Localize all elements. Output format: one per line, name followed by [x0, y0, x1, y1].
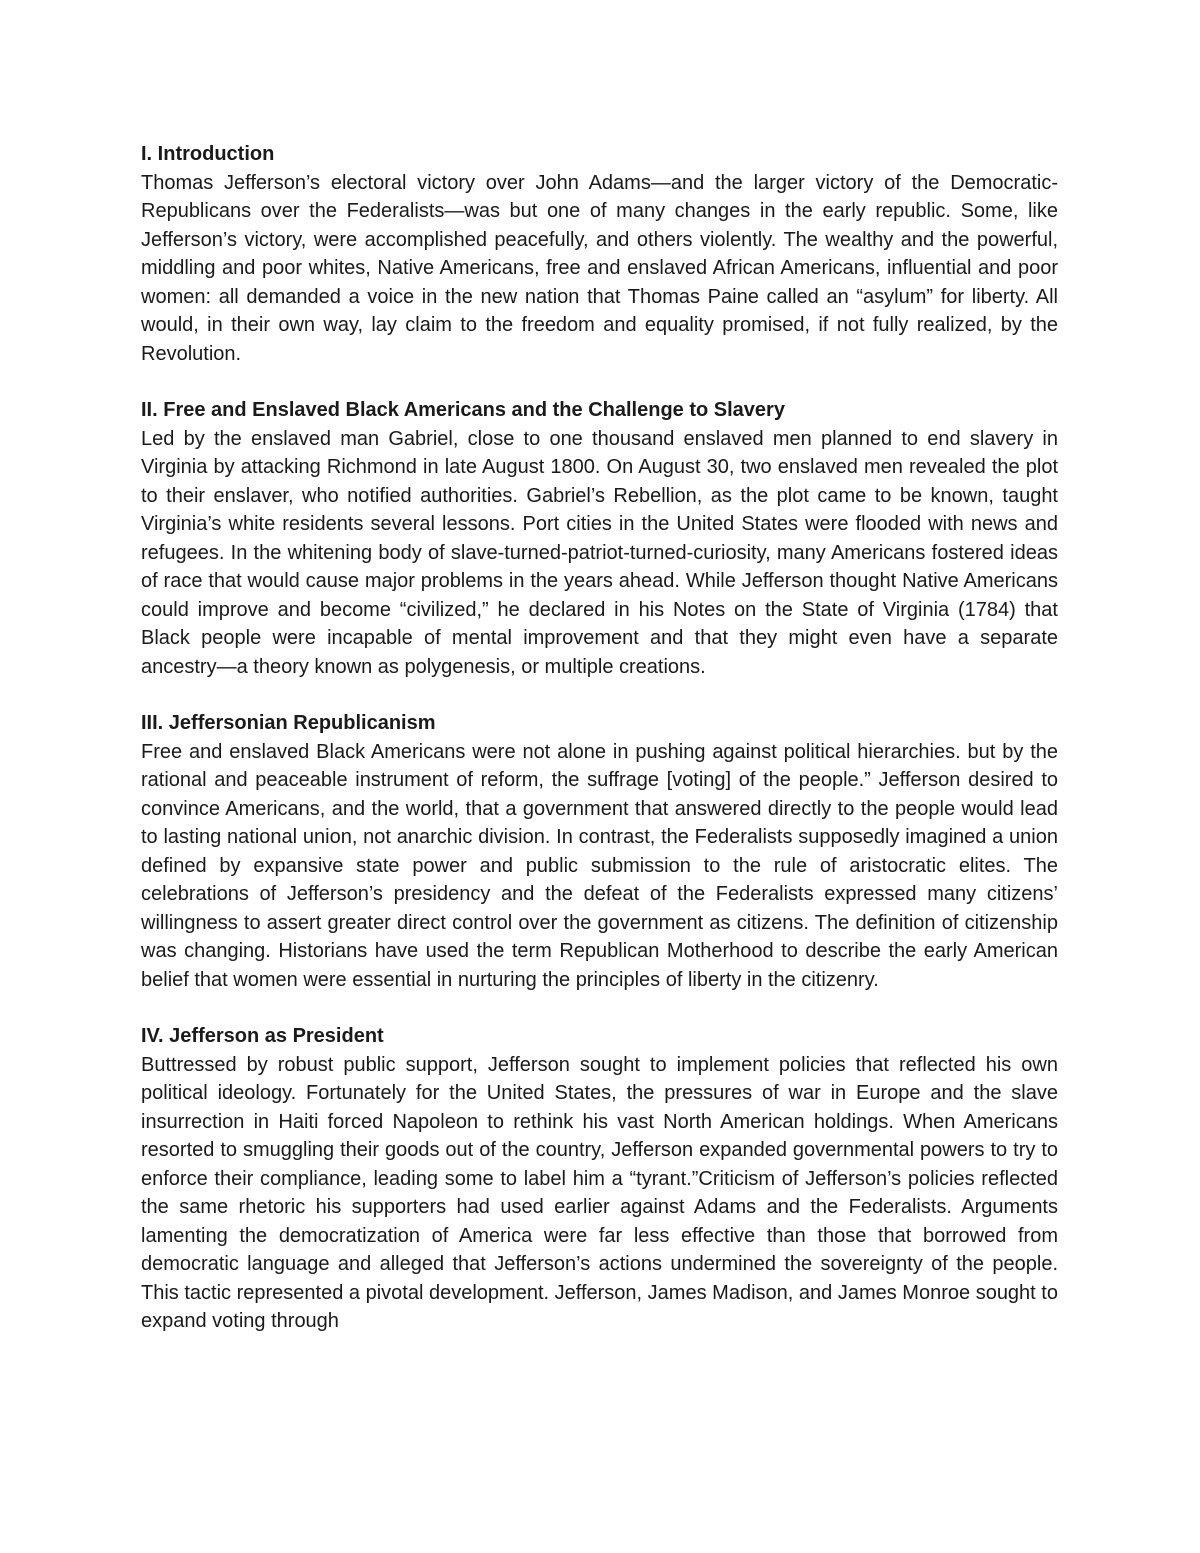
section-jeffersonian-republicanism	[141, 709, 1058, 994]
section-paragraph: Free and enslaved Black Americans were not alone in pushing against political hierarchies. but by the rational and peaceable instrument of reform, the suffrage [voting] of the people.” Jefferson desired to convince Americans, and the world, that a government that answered directly to the people would lead to lasting national union, not anarchic division. In contrast, the Federalists supposedly imagined a union defined by expansive state power and public submission to the rule of aristocratic elites. The celebrations of Jefferson’s presidency and the defeat of the Federalists expressed many citizens’ willingness to assert greater direct control over the government as citizens. The definition of citizenship was changing. Historians have used the term Republican Motherhood to describe the early American belief that women were essential in nurturing the principles of liberty in the citizenry.	[141, 740, 1058, 991]
section-jefferson-as-president	[141, 1022, 1058, 1336]
section-paragraph: Led by the enslaved man Gabriel, close to one thousand enslaved men planned to end slavery in Virginia by attacking Richmond in late August 1800. On August 30, two enslaved men revealed the plot to their enslaver, who notified authorities. Gabriel’s Rebellion, as the plot came to be known, taught Virginia’s white residents several lessons. Port cities in the United States were flooded with news and refugees. In the whitening body of slave-turned-patriot-turned-curiosity, many Americans fostered ideas of race that would cause major problems in the years ahead. While Jefferson thought Native Americans could improve and become “civilized,” he declared in his Notes on the State of Virginia (1784) that Black people were incapable of mental improvement and that they might even have a separate ancestry—a theory known as polygenesis, or multiple creations.	[141, 427, 1058, 678]
document-page	[141, 140, 1058, 1364]
section-heading: II. Free and Enslaved Black Americans and the Challenge to Slavery	[141, 399, 785, 421]
section-free-and-enslaved	[141, 396, 1058, 681]
section-heading: III. Jeffersonian Republicanism	[141, 712, 436, 734]
section-paragraph: Thomas Jefferson’s electoral victory over John Adams—and the larger victory of the Democratic-Republicans over the Federalists—was but one of many changes in the early republic. Some, like Jefferson’s victory, were accomplished peacefully, and others violently. The wealthy and the powerful, middling and poor whites, Native Americans, free and enslaved African Americans, influential and poor women: all demanded a voice in the new nation that Thomas Paine called an “asylum” for liberty. All would, in their own way, lay claim to the freedom and equality promised, if not fully realized, by the Revolution.	[141, 171, 1058, 365]
section-heading: I. Introduction	[141, 143, 275, 165]
section-paragraph: Buttressed by robust public support, Jefferson sought to implement policies that reflected his own political ideology. Fortunately for the United States, the pressures of war in Europe and the slave insurrection in Haiti forced Napoleon to rethink his vast North American holdings. When Americans resorted to smuggling their goods out of the country, Jefferson expanded governmental powers to try to enforce their compliance, leading some to label him a “tyrant.”Criticism of Jefferson’s policies reflected the same rhetoric his supporters had used earlier against Adams and the Federalists. Arguments lamenting the democratization of America were far less effective than those that borrowed from democratic language and alleged that Jefferson’s actions undermined the sovereignty of the people. This tactic represented a pivotal development. Jefferson, James Madison, and James Monroe sought to expand voting through	[141, 1053, 1058, 1332]
section-introduction	[141, 140, 1058, 368]
section-heading: IV. Jefferson as President	[141, 1025, 384, 1047]
